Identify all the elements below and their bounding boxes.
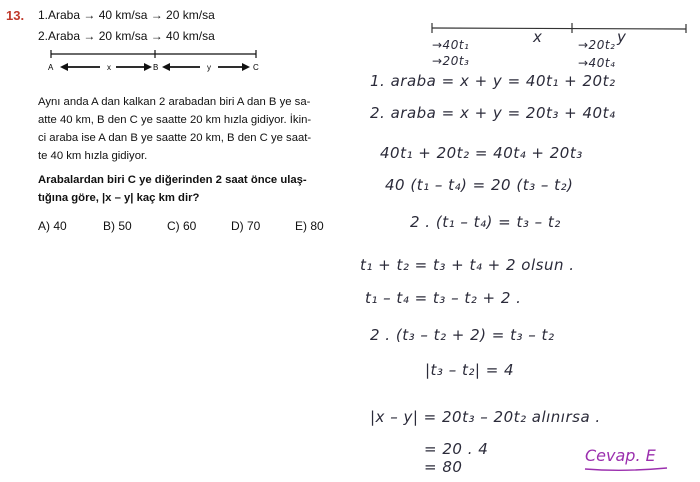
route-diagram	[40, 50, 270, 76]
solution-step-9: |t₃ – t₂| = 4	[425, 361, 515, 379]
answer-label: Cevap. E	[585, 446, 656, 465]
solution-step-11: = 20 . 4	[424, 440, 489, 458]
question-prompt-line-2: tığına göre, |x – y| kaç km dir?	[38, 192, 200, 204]
question-body-line-1: Aynı anda A dan kalkan 2 arabadan biri A dan B ye sa-	[38, 96, 311, 108]
option-b[interactable]: B) 50	[103, 219, 132, 233]
car1-speeds: 1.Araba → 40 km/sa → 20 km/sa	[38, 8, 215, 22]
car2-speeds: 2.Araba → 20 km/sa → 40 km/sa	[38, 29, 215, 43]
segment-y-label: y	[207, 63, 211, 72]
solution-step-12: = 80	[424, 458, 463, 476]
solution-seg-y-car2: →40t₄	[578, 56, 616, 70]
solution-seg-x-car1: →40t₁	[432, 38, 470, 52]
solution-step-2: 2. araba = x + y = 20t₃ + 40t₄	[370, 104, 616, 122]
solution-seg-y-car1: →20t₂	[578, 38, 616, 52]
option-c[interactable]: C) 60	[167, 219, 197, 233]
solution-step-3: 40t₁ + 20t₂ = 40t₄ + 20t₃	[380, 144, 583, 162]
segment-x-label: x	[107, 63, 111, 72]
answer-underline	[583, 466, 669, 472]
point-c-label: C	[253, 63, 259, 72]
solution-step-10: |x – y| = 20t₃ – 20t₂ alınırsa .	[370, 408, 601, 426]
solution-step-5: 2 . (t₁ – t₄) = t₃ – t₂	[410, 213, 561, 231]
option-d[interactable]: D) 70	[231, 219, 261, 233]
solution-seg-x-car2: →20t₃	[432, 54, 470, 68]
solution-label-x: x	[533, 28, 543, 46]
point-a-label: A	[48, 63, 54, 72]
solution-label-y: y	[617, 28, 627, 46]
question-body-line-3: ci araba ise A dan B ye saatte 20 km, B den C ye saat-	[38, 132, 312, 144]
solution-step-6: t₁ + t₂ = t₃ + t₄ + 2 olsun .	[360, 256, 575, 274]
solution-step-1: 1. araba = x + y = 40t₁ + 20t₂	[370, 72, 616, 90]
option-e[interactable]: E) 80	[295, 219, 324, 233]
question-body-line-4: te 40 km hızla gidiyor.	[38, 150, 148, 162]
option-a[interactable]: A) 40	[38, 219, 67, 233]
question-number: 13.	[6, 8, 25, 23]
solution-step-4: 40 (t₁ – t₄) = 20 (t₃ – t₂)	[385, 176, 574, 194]
question-body-line-2: atte 40 km, B den C ye saatte 20 km hızla gidiyor. İkin-	[38, 114, 312, 126]
solution-step-7: t₁ – t₄ = t₃ – t₂ + 2 .	[365, 289, 522, 307]
solution-route-line	[428, 20, 690, 34]
question-prompt-line-1: Arabalardan biri C ye diğerinden 2 saat önce ulaş-	[38, 174, 307, 186]
solution-step-8: 2 . (t₃ – t₂ + 2) = t₃ – t₂	[370, 326, 555, 344]
point-b-label: B	[153, 63, 159, 72]
